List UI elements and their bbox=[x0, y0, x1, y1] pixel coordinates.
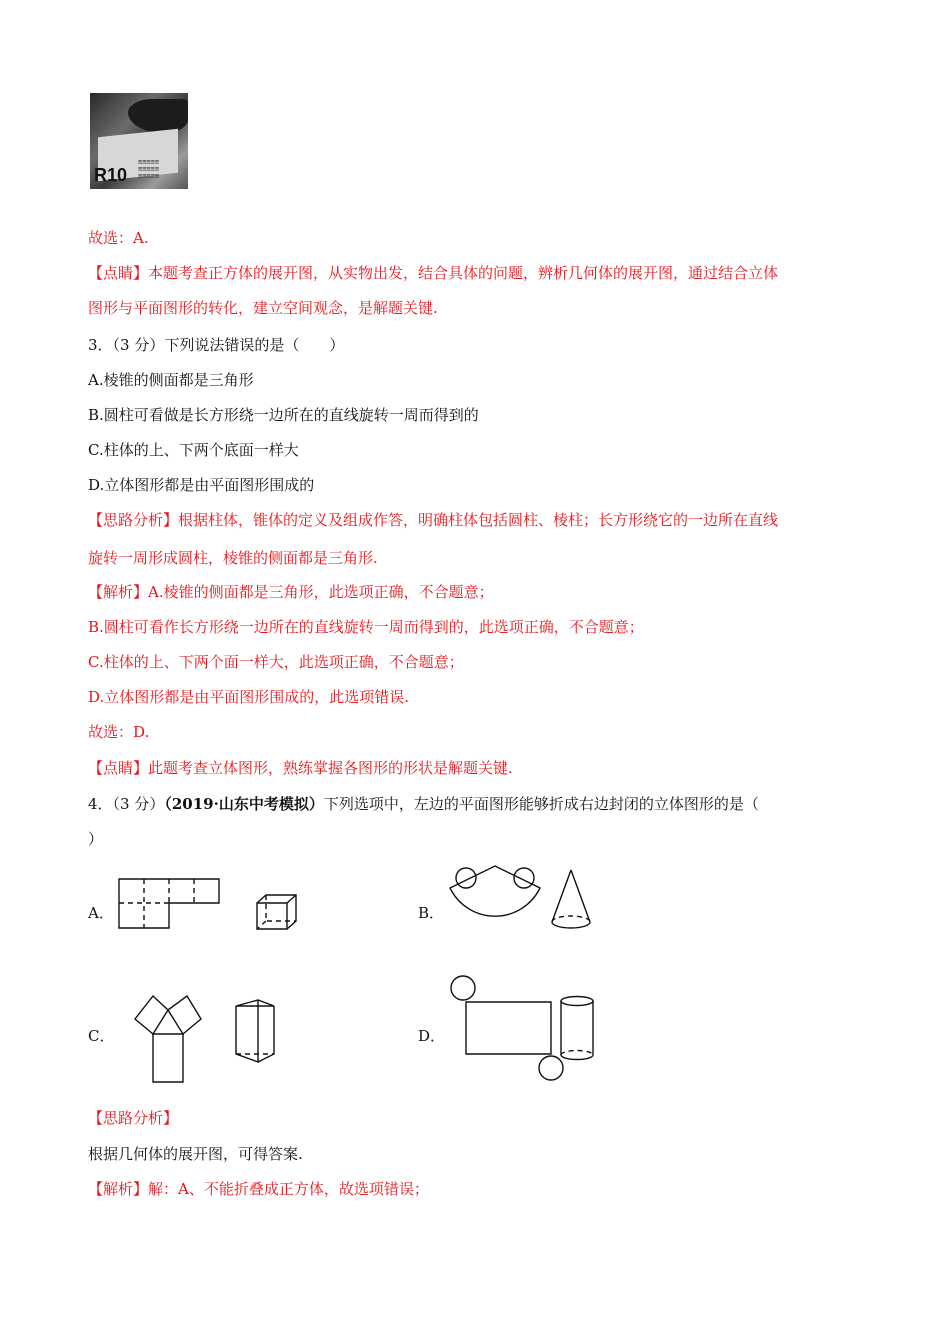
q2-answer: 故选：A. bbox=[88, 229, 149, 247]
figure-d-cylinder bbox=[558, 995, 598, 1063]
q3-option-b: B.圆柱可看做是长方形绕一边所在的直线旋转一周而得到的 bbox=[88, 406, 479, 424]
comment-tag: 【点睛】 bbox=[88, 759, 149, 777]
q4-option-label-a: A． bbox=[88, 904, 114, 922]
figure-c-net bbox=[117, 994, 225, 1084]
hand-shape bbox=[128, 99, 188, 133]
q4-solution bbox=[88, 1179, 429, 1199]
q3-comment bbox=[88, 758, 513, 778]
figure-a-cube bbox=[254, 893, 300, 931]
q4-analysis-tag: 【思路分析】 bbox=[88, 1109, 179, 1127]
figure-b-cone bbox=[550, 868, 592, 930]
q3-solution-b: B.圆柱可看作长方形绕一边所在的直线旋转一周而得到的，此选项正确，不合题意； bbox=[88, 618, 644, 636]
comment-text: 此题考查立体图形，熟练掌握各图形的形状是解题关键. bbox=[148, 759, 513, 777]
q3-option-d: D.立体图形都是由平面图形围成的 bbox=[88, 476, 315, 494]
q3-option-a: A.棱锥的侧面都是三角形 bbox=[88, 371, 254, 389]
q3-stem: 3．（3 分）下列说法错误的是（ ） bbox=[88, 336, 345, 354]
q3-answer: 故选：D. bbox=[88, 723, 150, 741]
solution-tag: 【解析】 bbox=[88, 583, 149, 601]
q4-option-label-b: B． bbox=[418, 904, 445, 922]
comment-tag: 【点睛】 bbox=[88, 264, 149, 282]
q4-analysis: 根据几何体的展开图，可得答案. bbox=[88, 1145, 303, 1163]
cube-net-photo bbox=[90, 93, 188, 189]
banknote-texture: ≡≡≡≡≡ ≡≡≡≡≡ ≡≡≡≡≡ bbox=[138, 158, 160, 180]
q4-stem-close: ） bbox=[88, 830, 104, 848]
figure-d-net bbox=[448, 972, 558, 1084]
q4-stem bbox=[88, 794, 759, 814]
analysis-tag: 【思路分析】 bbox=[88, 511, 179, 529]
q3-analysis-line1 bbox=[88, 510, 778, 530]
q3-solution-d: D.立体图形都是由平面图形围成的，此选项错误. bbox=[88, 688, 410, 706]
photo-caption: R10 bbox=[94, 165, 128, 185]
q3-analysis-line2: 旋转一周形成圆柱，棱锥的侧面都是三角形. bbox=[88, 549, 378, 567]
solution-text: 解：A、不能折叠成正方体，故选项错误； bbox=[148, 1180, 429, 1198]
q3-solution-a bbox=[88, 582, 494, 602]
q4-number: 4．（3 分） bbox=[88, 795, 165, 813]
q3-option-c: C.柱体的上、下两个底面一样大 bbox=[88, 441, 299, 459]
solution-tag: 【解析】 bbox=[88, 1180, 149, 1198]
q2-comment-line2: 图形与平面图形的转化，建立空间观念，是解题关键. bbox=[88, 299, 438, 317]
q4-stem-text: 下列选项中，左边的平面图形能够折成右边封闭的立体图形的是（ bbox=[323, 795, 759, 813]
solution-text: A.棱锥的侧面都是三角形，此选项正确，不合题意； bbox=[148, 583, 494, 601]
figure-b-net bbox=[448, 866, 543, 928]
q4-option-label-c: C． bbox=[88, 1027, 115, 1045]
q4-option-label-d: D． bbox=[418, 1027, 446, 1045]
q2-comment-line1 bbox=[88, 263, 778, 283]
q3-solution-c: C.柱体的上、下两个面一样大，此选项正确，不合题意； bbox=[88, 653, 464, 671]
figure-c-prism bbox=[232, 998, 278, 1066]
analysis-text: 根据柱体，锥体的定义及组成作答，明确柱体包括圆柱、棱柱；长方形绕它的一边所在直线 bbox=[178, 511, 779, 529]
q4-source: （2019·山东中考模拟） bbox=[164, 795, 324, 813]
comment-text: 本题考查正方体的展开图，从实物出发，结合具体的问题，辨析几何体的展开图，通过结合立体 bbox=[148, 264, 779, 282]
